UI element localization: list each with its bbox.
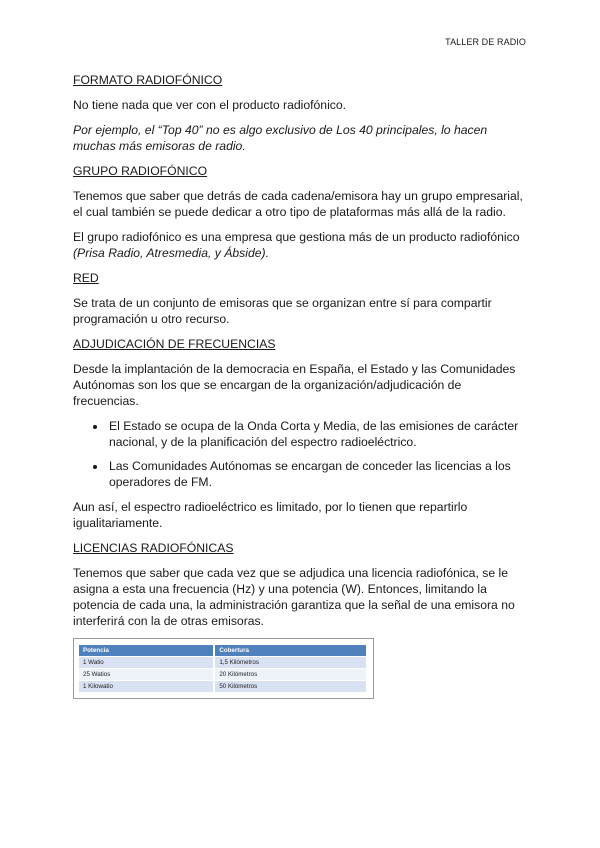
table-row [79,669,367,681]
document-header-title: TALLER DE RADIO [445,37,526,47]
table-cell: 20 Kilómetros [214,669,367,681]
table-header-potencia: Potencia [79,645,214,657]
bullet-list [73,418,528,490]
table-header-cobertura: Cobertura [214,645,367,657]
paragraph-adjudicacion-2: Aun así, el espectro radioeléctrico es limitado, por lo tienen que repartirlo igualitariamente. [73,500,468,530]
heading-grupo: GRUPO RADIOFÓNICO [73,164,208,178]
table-cell: 25 Watios [79,669,214,681]
paragraph-licencias-1: Tenemos que saber que cada vez que se adjudica una licencia radiofónica, se le asigna a esta una frecuencia (Hz) y una potencia (W). Entonces, limitando la potencia de cada una, la administración garantiza que la señal de una emisora no interferirá con la de otras emisoras. [73,566,515,628]
paragraph-grupo-2 [73,229,528,261]
paragraph-formato-1: No tiene nada que ver con el producto radiofónico. [73,98,347,112]
heading-licencias: LICENCIAS RADIOFÓNICAS [73,541,234,555]
table-cell: 1 Watio [79,657,214,669]
table-cell: 50 Kilómetros [214,681,367,693]
heading-formato: FORMATO RADIOFÓNICO [73,73,223,87]
table-row [79,681,367,693]
paragraph-grupo-2-text: El grupo radiofónico es una empresa que gestiona más de un producto radiofónico [73,230,520,244]
paragraph-grupo-1: Tenemos que saber que detrás de cada cadena/emisora hay un grupo empresarial, el cual también se puede dedicar a otro tipo de plataformas más allá de la radio. [73,189,523,219]
heading-adjudicacion: ADJUDICACIÓN DE FRECUENCIAS [73,337,276,351]
bullet-item: • El Estado se ocupa de la Onda Corta y Media, de las emisiones de carácter nacional, y de la planificación del espectro radioeléctrico. [107,418,528,450]
paragraph-adjudicacion-1: Desde la implantación de la democracia en España, el Estado y las Comunidades Autónomas son los que se encargan de la organización/adjudicación de frecuencias. [73,362,516,408]
heading-red: RED [73,271,99,285]
paragraph-red-1: Se trata de un conjunto de emisoras que se organizan entre sí para compartir programación u otro recurso. [73,296,492,326]
table-header-row [79,645,367,657]
bullet-item: • Las Comunidades Autónomas se encargan de conceder las licencias a los operadores de FM. [107,458,528,490]
coverage-table [79,645,368,692]
table-cell: 1,5 Kilómetros [214,657,367,669]
table-cell: 1 Kilowatio [79,681,214,693]
paragraph-formato-2: Por ejemplo, el “Top 40” no es algo exclusivo de Los 40 principales, lo hacen muchas más emisoras de radio. [73,123,488,153]
table-row [79,657,367,669]
paragraph-grupo-2-italic: (Prisa Radio, Atresmedia, y Ábside). [73,246,269,260]
coverage-table-frame [73,638,374,699]
document-body [73,72,528,699]
